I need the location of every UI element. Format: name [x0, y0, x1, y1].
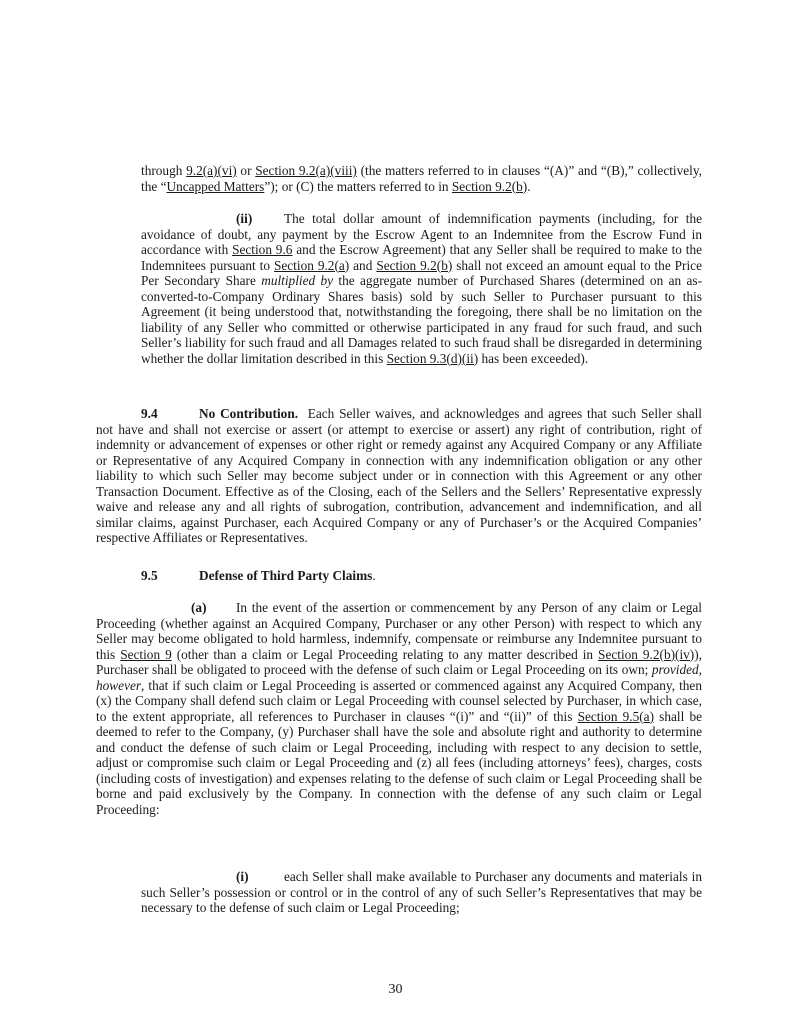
section-title: No Contribution.	[199, 406, 299, 421]
text: .	[372, 568, 376, 583]
section-title: Defense of Third Party Claims	[199, 568, 373, 583]
clause-label: (ii)	[236, 211, 253, 226]
text: ”); or (C) the matters referred to in	[264, 178, 452, 194]
clause-body: each Seller shall make available to Purchaser any documents and materials in such Seller’s possession or control or in the control of any of such Seller’s Representatives that may be necessary to the defense of such claim or Legal Proceeding;	[141, 869, 702, 915]
clause-label: (a)	[191, 600, 207, 615]
emphasis-text: however	[96, 677, 142, 693]
text: ,	[698, 662, 702, 677]
clause-a-paragraph	[96, 600, 702, 817]
section-reference-link: Section 9.2(b)	[376, 257, 453, 273]
clause-i-paragraph	[141, 869, 702, 916]
text: .	[527, 178, 531, 194]
section-number: 9.5	[141, 568, 158, 583]
clause-ii-paragraph	[141, 211, 702, 366]
text: (other than a claim or Legal Proceeding relating to any matter described in	[171, 646, 599, 662]
clause-continuation-paragraph	[141, 163, 702, 194]
text: In the event of the assertion or commencement by any Person of any claim or Legal Proceeding (whether against an Acquired Company, Purchaser or any other Person) with respect to which any Seller may become obligated to hold harmless, indemnify, compensate or reimburse any Indemnitee pursuant to this	[96, 600, 702, 662]
section-reference-link: Section 9.2(a)(viii)	[255, 163, 357, 178]
section-reference-link: Section 9	[120, 646, 172, 662]
text: , that if such claim or Legal Proceeding is asserted or commenced against any Acquired Company, then (x) the Company shall defend such claim or Legal Proceeding with counsel selected by Purchaser, in which case, to the extent appropriate, all references to Purchaser in clauses “(i)” and “(ii)” of this	[96, 677, 702, 724]
text: has been exceeded).	[478, 350, 589, 366]
text: (the matters referred to in clauses “(A)” and “(B),” collectively, the “	[141, 163, 702, 194]
page-number: 30	[388, 982, 403, 997]
section-9-4-paragraph	[96, 406, 702, 546]
section-9-5-heading	[96, 568, 702, 584]
section-reference-link: Section 9.6	[232, 242, 293, 257]
emphasis-text: multiplied by	[261, 273, 334, 288]
section-body: Each Seller waives, and acknowledges and agrees that such Seller shall not have and shall not exercise or assert (or attempt to exercise or assert) any right of contribution, right of indemnity or advancement of expenses or other right or remedy against any Acquired Company or any Affiliate or Representative of any Acquired Company in connection with any indemnification obligation or any other liability to which such Seller may become subject under or in connection with this Agreement or any other Transaction Document. Effective as of the Closing, each of the Sellers and the Sellers’ Representative expressly waive and release any and all rights of subrogation, contribution, advancement and indemnification, and all similar claims, against Purchaser, each Acquired Company or any of Purchaser’s or the Acquired Companies’ respective Affiliates or Representatives.	[96, 406, 702, 545]
text: and the Escrow Agreement) that any Seller shall be required to make to the Indemnitees pursuant to	[141, 242, 702, 273]
section-reference-link: Section 9.2(b)	[451, 178, 528, 194]
text: or	[236, 163, 256, 178]
text: the aggregate number of Purchased Shares (determined on an as-converted-to-Company Ordinary Shares basis) sold by such Seller to Purchaser pursuant to this Agreement (it being understood that, notwithstanding the foregoing, there shall be no limitation on the liability of any Seller who committed or otherwise participated in any fraud for such fraud, and such Seller’s liability for such fraud and all Damages related to such fraud shall be disregarded in determining whether the dollar limitation described in this	[141, 273, 702, 366]
text: shall not exceed an amount equal to the Price Per Secondary Share	[141, 257, 702, 288]
section-reference-link: Section 9.2(a)	[273, 257, 350, 273]
section-reference-link: Section 9.2(b)(iv)	[598, 646, 695, 662]
clause-label: (i)	[236, 869, 249, 884]
text: and	[349, 257, 377, 273]
section-number: 9.4	[141, 406, 158, 421]
emphasis-text: provided	[651, 662, 699, 677]
defined-term: Uncapped Matters	[166, 178, 265, 194]
text: The total dollar amount of indemnification payments (including, for the avoidance of doubt, any payment by the Escrow Agent to an Indemnitee from the Escrow Fund in accordance with	[141, 211, 702, 257]
text: shall be deemed to refer to the Company, (y) Purchaser shall have the sole and absolute right and authority to determine and conduct the defense of such claim or Legal Proceeding, including with respect to any decision to settle, adjust or compromise such claim or Legal Proceeding and (z) all fees (including attorneys’ fees), charges, costs (including costs of investigation) and expenses relating to the defense of such claim or Legal Proceeding shall be borne and paid exclusively by the Company. In connection with the defense of any such claim or Legal Proceeding:	[96, 708, 702, 817]
section-reference-link: Section 9.3(d)(ii)	[386, 350, 479, 366]
text: ), Purchaser shall be obligated to proceed with the defense of such claim or Legal Proceeding on its own;	[96, 646, 702, 677]
text: through	[141, 163, 187, 178]
section-reference-link: 9.2(a)(vi)	[186, 163, 237, 178]
section-reference-link: Section 9.5(a)	[577, 708, 655, 724]
